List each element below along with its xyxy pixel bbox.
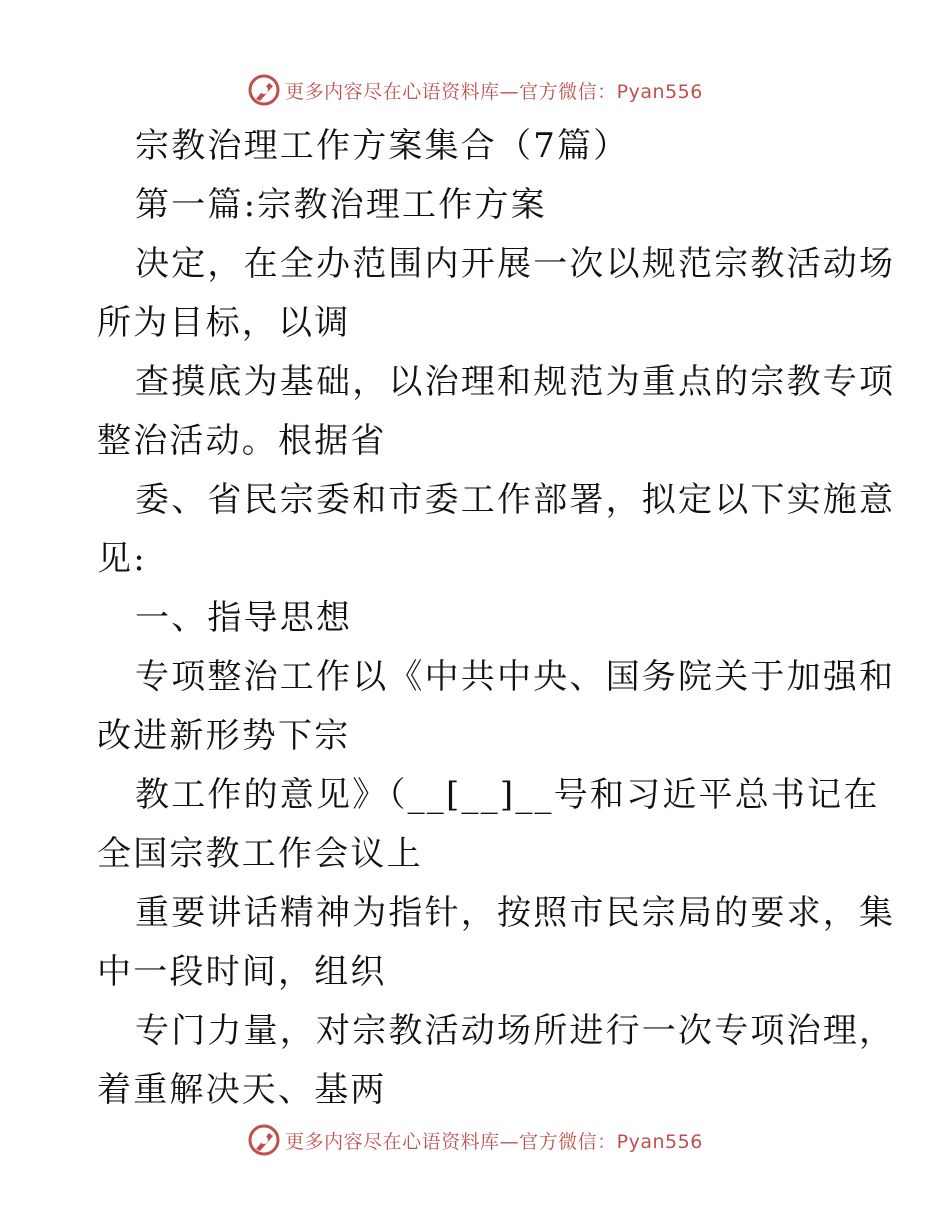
subheading: 一、指导思想 [135, 598, 353, 638]
text-line: 委、省民宗委和市委工作部署，拟定以下实施意 [135, 480, 896, 520]
text-line: 全国宗教工作会议上 [97, 834, 423, 874]
pen-circle-logo-icon [247, 73, 281, 107]
text-line: 专门力量，对宗教活动场所进行一次专项治理， [135, 1011, 896, 1051]
document-title: 宗教治理工作方案集合（7篇） [135, 126, 630, 166]
document-body [97, 117, 896, 1120]
text-line: 重要讲话精神为指针，按照市民宗局的要求，集 [135, 893, 896, 933]
text-line: 改进新形势下宗 [97, 716, 351, 756]
text-line: 专项整治工作以《中共中央、国务院关于加强和 [135, 657, 896, 697]
section-heading: 第一篇:宗教治理工作方案 [135, 185, 547, 225]
header-watermark [0, 70, 950, 110]
text-line: 教工作的意见》（__[__]__号和习近平总书记在 [135, 775, 880, 815]
watermark-text: 更多内容尽在心语资料库—官方微信：Pyan556 [285, 1130, 703, 1153]
text-line: 着重解决天、基两 [97, 1070, 387, 1110]
text-line: 中一段时间，组织 [97, 952, 387, 992]
pen-circle-logo-icon [247, 1123, 281, 1157]
text-line: 见: [97, 539, 147, 579]
watermark-text: 更多内容尽在心语资料库—官方微信：Pyan556 [285, 80, 703, 103]
text-line: 查摸底为基础，以治理和规范为重点的宗教专项 [135, 362, 896, 402]
footer-watermark [0, 1120, 950, 1160]
text-line: 整治活动。根据省 [97, 421, 387, 461]
text-line: 所为目标，以调 [97, 303, 351, 343]
text-line: 决定，在全办范围内开展一次以规范宗教活动场 [135, 244, 896, 284]
